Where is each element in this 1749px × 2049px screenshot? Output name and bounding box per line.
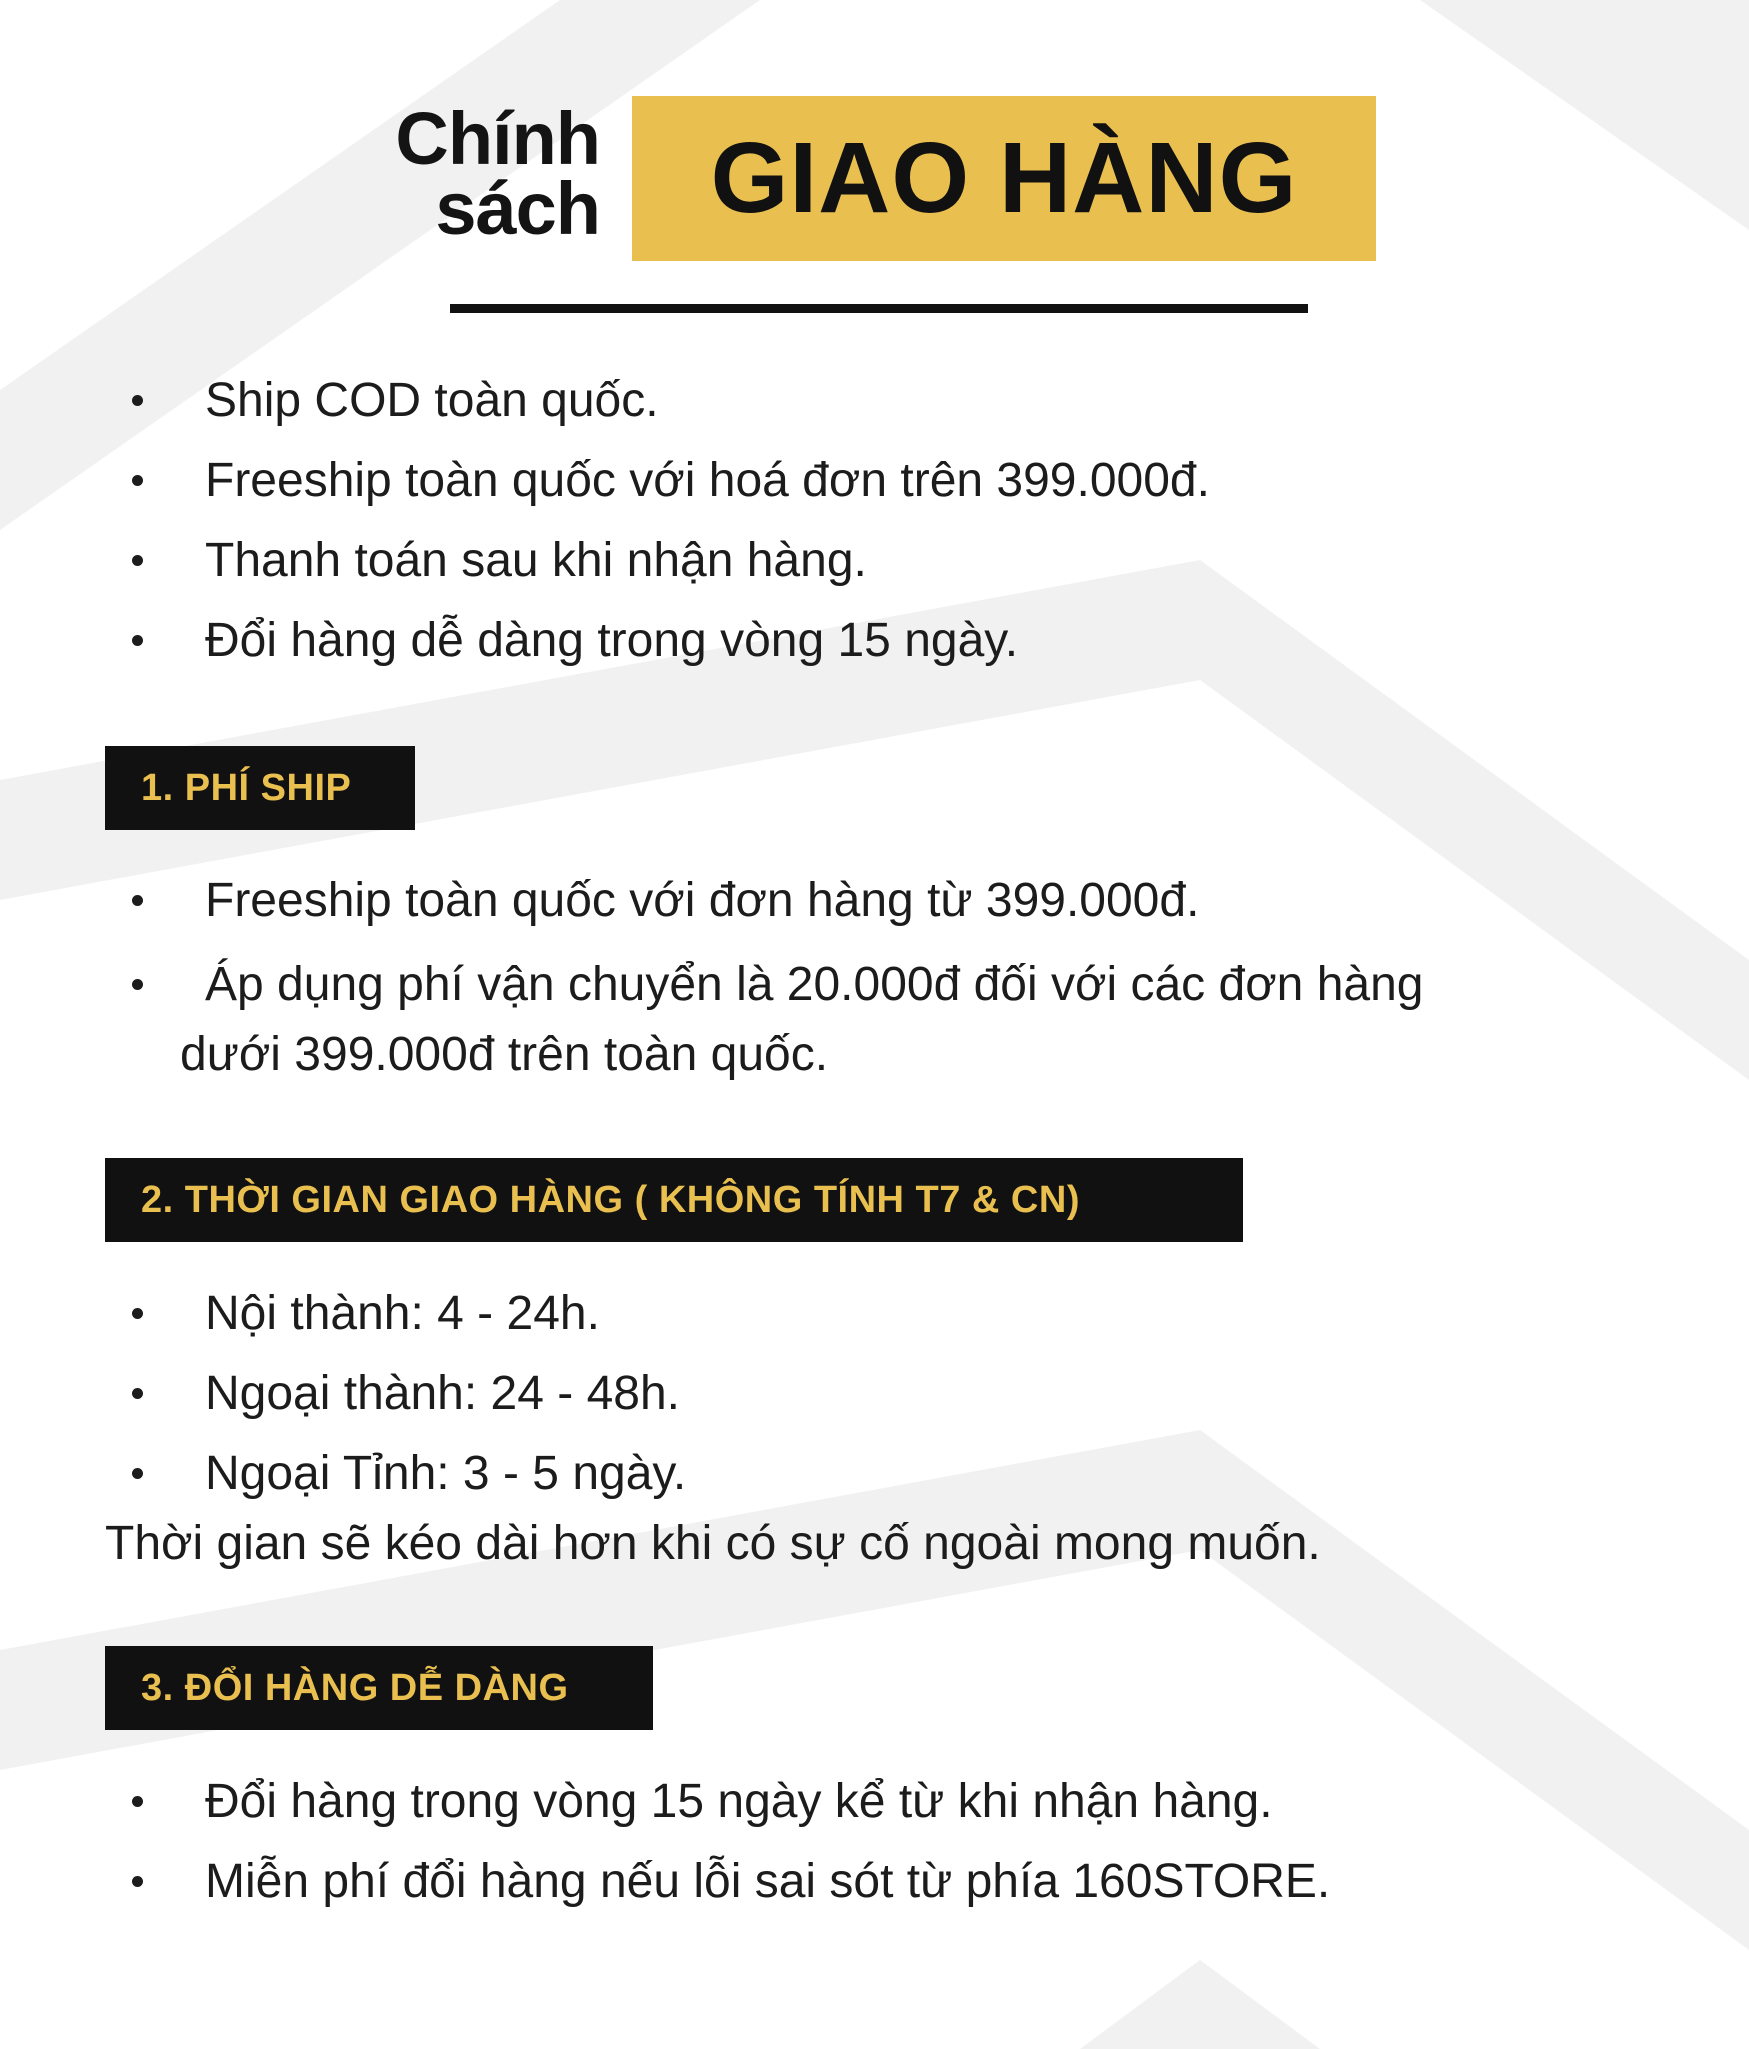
bullet-icon	[132, 475, 143, 486]
list-item-text: Freeship toàn quốc với hoá đơn trên 399.000đ.	[205, 454, 1210, 507]
bullet-icon	[132, 1468, 143, 1479]
delivery-note: Thời gian sẽ kéo dài hơn khi có sự cố ngoài mong muốn.	[105, 1517, 1321, 1570]
page-title: GIAO HÀNG	[710, 122, 1298, 234]
section-heading-text: 3. ĐỔI HÀNG DỄ DÀNG	[141, 1666, 569, 1709]
list-item-text: Đổi hàng trong vòng 15 ngày kể từ khi nhận hàng.	[205, 1775, 1273, 1828]
list-item-text-line2: dưới 399.000đ trên toàn quốc.	[180, 1028, 829, 1081]
section-heading-text: 2. THỜI GIAN GIAO HÀNG ( KHÔNG TÍNH T7 & CN)	[141, 1178, 1080, 1221]
bullet-icon	[132, 555, 143, 566]
list-item-text: Thanh toán sau khi nhận hàng.	[205, 534, 867, 587]
section-heading-shipping-fee	[105, 746, 415, 830]
list-item-text: Ngoại Tỉnh: 3 - 5 ngày.	[205, 1447, 687, 1500]
list-item-text: Miễn phí đổi hàng nếu lỗi sai sót từ phía 160STORE.	[205, 1855, 1331, 1908]
list-item-text: Nội thành: 4 - 24h.	[205, 1287, 600, 1340]
title-prefix	[370, 97, 600, 250]
list-item-text: Ship COD toàn quốc.	[205, 374, 659, 427]
list-item-text: Freeship toàn quốc với đơn hàng từ 399.000đ.	[205, 874, 1200, 927]
bullet-icon	[132, 1308, 143, 1319]
bullet-icon	[132, 395, 143, 406]
section-heading-delivery-time	[105, 1158, 1243, 1242]
bullet-icon	[132, 979, 143, 990]
bullet-icon	[132, 1876, 143, 1887]
bullet-icon	[132, 635, 143, 646]
list-item-text: Đổi hàng dễ dàng trong vòng 15 ngày.	[205, 614, 1019, 667]
bullet-icon	[132, 895, 143, 906]
bullet-icon	[132, 1388, 143, 1399]
list-item-text-line1: Áp dụng phí vận chuyển là 20.000đ đối với các đơn hàng	[205, 958, 1424, 1011]
bullet-icon	[132, 1796, 143, 1807]
list-item-text: Ngoại thành: 24 - 48h.	[205, 1367, 681, 1420]
title-banner	[632, 96, 1376, 261]
title-underline	[450, 304, 1308, 313]
title-prefix-line2: sách	[435, 167, 600, 250]
section-heading-easy-exchange	[105, 1646, 653, 1730]
title-prefix-line1: Chính	[395, 97, 600, 180]
section-heading-text: 1. PHÍ SHIP	[141, 766, 352, 809]
